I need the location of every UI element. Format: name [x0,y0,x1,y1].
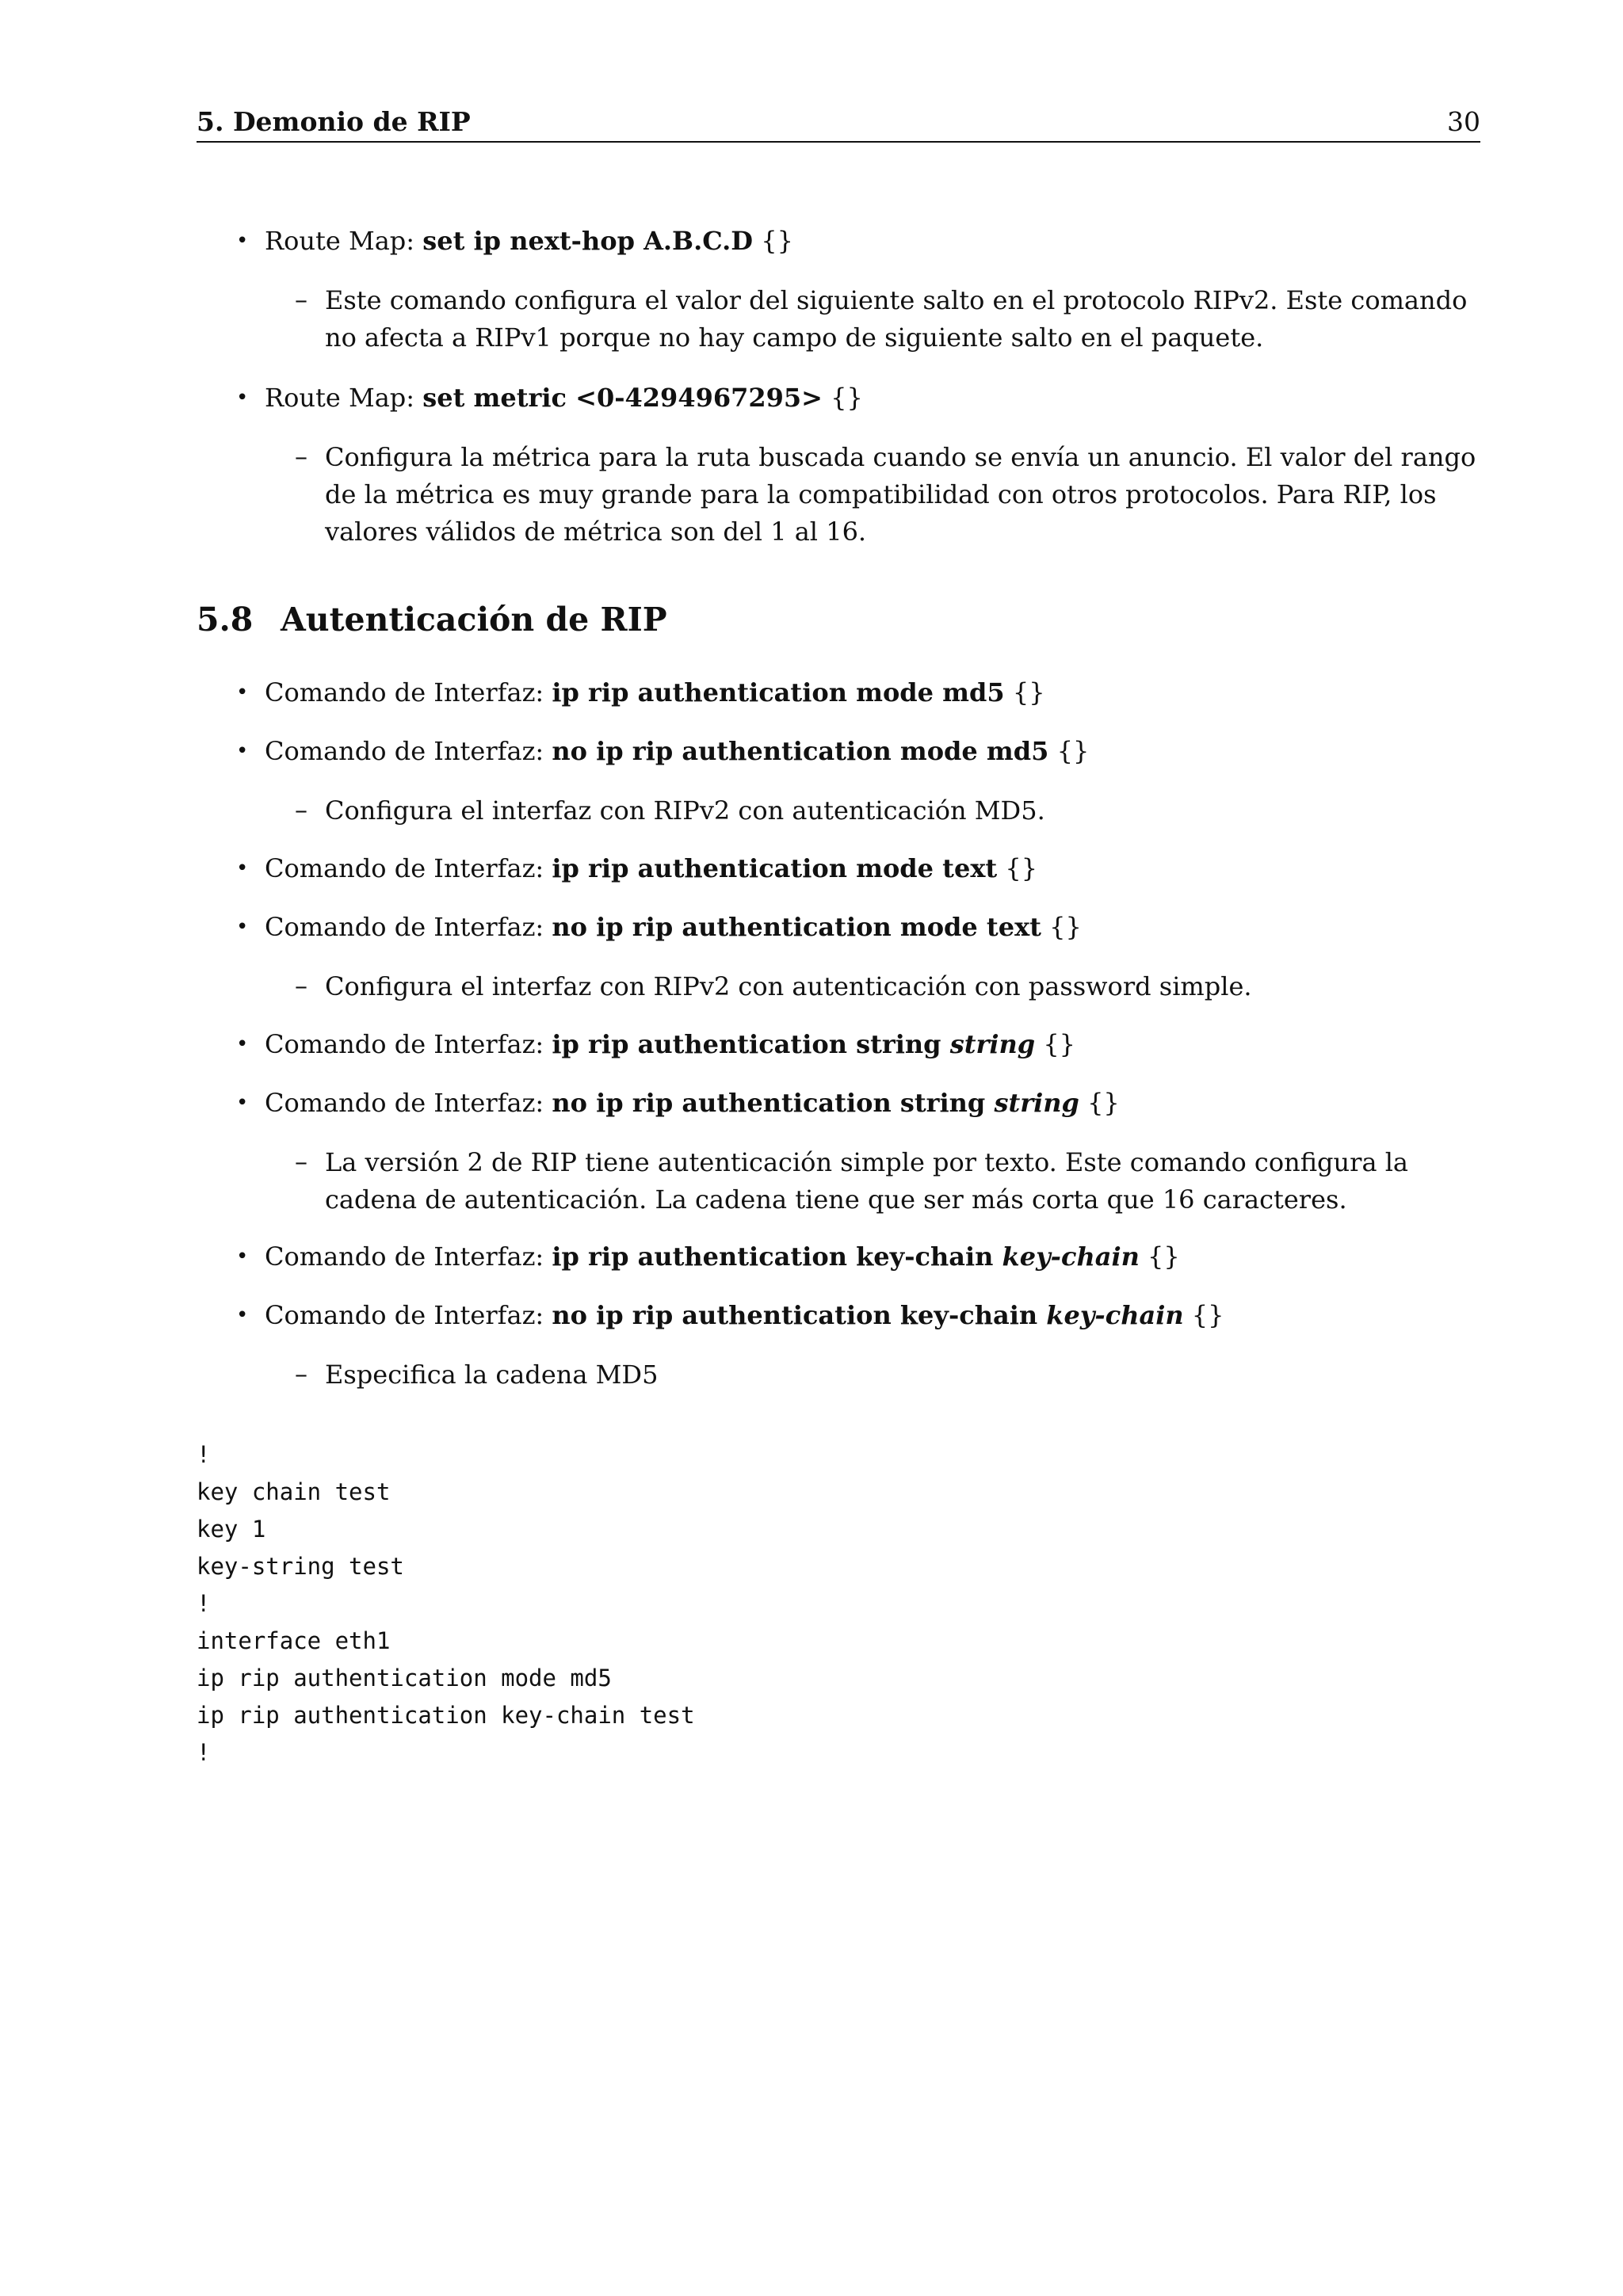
page-number: 30 [1447,106,1480,137]
bullet-marker: • [236,1303,249,1327]
code-line: ip rip authentication mode md5 [197,1665,612,1691]
command-argument: key-chain [1046,1300,1184,1330]
code-line: key chain test [197,1478,391,1505]
command-argument: string [949,1029,1036,1059]
code-line: ! [197,1441,211,1468]
list-item: Comando de Interfaz: ip rip authentication key-chain key-chain {} [265,1241,1180,1272]
command-text: set metric <0-4294967295> [422,383,823,413]
code-line: ip rip authentication key-chain test [197,1702,695,1729]
code-line: ! [197,1590,211,1617]
bullet-marker: • [236,915,249,939]
item-description: Configura la métrica para la ruta buscada cuando se envía un anuncio. El valor del rango de la métrica es muy grande para la compatibilidad con otros protocolos. Para RIP, los valores válidos de métrica son del 1 al 16. [325,442,1476,547]
command-text: no ip rip authentication mode md5 [552,736,1049,766]
item-description: La versión 2 de RIP tiene autenticación simple por texto. Este comando configura la cadena de autenticación. La cadena tiene que ser más corta que 16 caracteres. [325,1147,1408,1215]
code-line: ! [197,1739,211,1766]
item-description: Especifica la cadena MD5 [325,1360,659,1390]
dash-marker: – [295,795,307,825]
dash-marker: – [295,1146,307,1177]
section-title: Autenticación de RIP [281,601,667,639]
bullet-marker: • [236,1245,249,1268]
list-item: Comando de Interfaz: ip rip authentication mode md5 {} [265,677,1045,707]
list-item: Comando de Interfaz: no ip rip authentication key-chain key-chain {} [265,1300,1224,1330]
list-item: Comando de Interfaz: ip rip authentication string string {} [265,1029,1076,1059]
bullet-marker: • [236,1032,249,1056]
command-text: no ip rip authentication mode text [552,912,1041,942]
list-item: Route Map: set ip next-hop A.B.C.D {} [265,226,793,256]
command-text: no ip rip authentication string [552,1088,995,1118]
list-item: Comando de Interfaz: no ip rip authentication string string {} [265,1088,1120,1118]
command-text: ip rip authentication key-chain [552,1241,1002,1272]
code-line: key-string test [197,1553,404,1580]
dash-marker: – [295,971,307,1001]
bullet-marker: • [236,1091,249,1115]
section-heading [197,601,667,639]
bullet-marker: • [236,739,249,763]
list-item: Comando de Interfaz: no ip rip authentication mode text {} [265,912,1082,942]
running-header [197,105,1480,143]
command-text: ip rip authentication mode md5 [552,677,1005,707]
chapter-title: 5. Demonio de RIP [197,106,471,137]
list-item: Route Map: set metric <0-4294967295> {} [265,383,863,413]
list-item: Comando de Interfaz: ip rip authentication mode text {} [265,853,1038,883]
command-text: no ip rip authentication key-chain [552,1300,1047,1330]
dash-marker: – [295,1359,307,1389]
item-description: Configura el interfaz con RIPv2 con autenticación MD5. [325,795,1045,826]
list-item: Comando de Interfaz: no ip rip authentication mode md5 {} [265,736,1090,766]
command-argument: string [994,1088,1079,1118]
command-argument: key-chain [1002,1241,1140,1272]
code-line: key 1 [197,1516,266,1543]
dash-marker: – [295,441,307,471]
bullet-marker: • [236,386,249,410]
dash-marker: – [295,284,307,315]
command-text: set ip next-hop A.B.C.D [422,226,754,256]
item-description: Configura el interfaz con RIPv2 con autenticación con password simple. [325,971,1252,1001]
item-description: Este comando configura el valor del siguiente salto en el protocolo RIPv2. Este comando no afecta a RIPv1 porque no hay campo de siguiente salto en el paquete. [325,285,1468,353]
command-text: ip rip authentication string [552,1029,950,1059]
command-text: ip rip authentication mode text [552,853,998,883]
bullet-marker: • [236,229,249,253]
bullet-marker: • [236,856,249,880]
section-number: 5.8 [197,601,254,639]
code-line: interface eth1 [197,1627,391,1654]
bullet-marker: • [236,681,249,704]
